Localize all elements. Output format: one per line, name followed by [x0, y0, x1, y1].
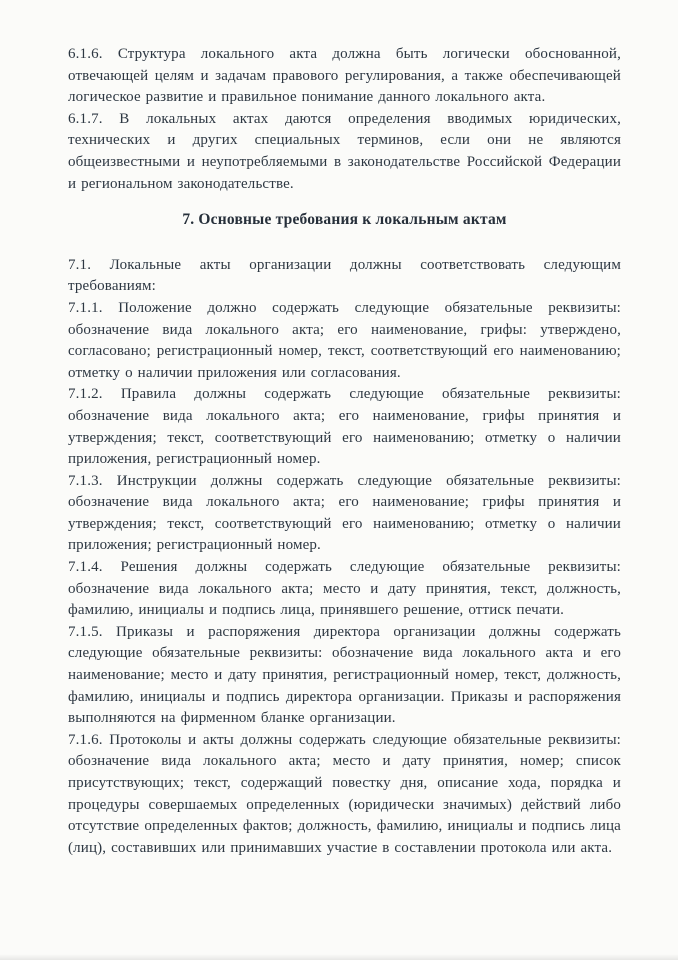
- paragraph-6-1-6: 6.1.6. Структура локального акта должна быть логически обоснованной, отвечающей целям и задачам правового регулирования, а также обеспечивающей логическое развитие и правильное понимание данного локального акта.: [68, 46, 621, 106]
- paragraph-7-1-4: 7.1.4. Решения должны содержать следующие обязательные реквизиты: обозначение вида локального акта; место и дату принятия, текст, должность, фамилию, инициалы и подпись лица, принявшего решение, оттиск печати.: [68, 559, 621, 619]
- paragraph-7-1: 7.1. Локальные акты организации должны соответствовать следующим требованиям:: [68, 256, 621, 295]
- paragraph-7-1-2: 7.1.2. Правила должны содержать следующие обязательные реквизиты: обозначение вида локального акта; его наименование, грифы принятия и утверждения; текст, соответствующий его наименованию; отметку о наличии приложения, регистрационный номер.: [68, 386, 621, 468]
- paragraph-7-1-1: 7.1.1. Положение должно содержать следующие обязательные реквизиты: обозначение вида локального акта; его наименование, грифы: утверждено, согласовано; регистрационный номер, текст, соответствующий его наименованию; отметку о наличии приложения или согласования.: [68, 299, 621, 381]
- section-7-heading: 7. Основные требования к локальным актам: [182, 211, 507, 229]
- paragraph-7-1-3: 7.1.3. Инструкции должны содержать следующие обязательные реквизиты: обозначение вида локального акта; его наименование; грифы принятия и утверждения; текст, соответствующий его наименованию; отметку о наличии приложения; регистрационный номер.: [68, 472, 621, 554]
- paragraph-7-1-5: 7.1.5. Приказы и распоряжения директора организации должны содержать следующие обязательные реквизиты: обозначение вида локального акта и его наименование; место и дату принятия, регистрационный номер, текст, должность, фамилию, инициалы и подпись директора организации. Приказы и распоряжения выполняются на фирменном бланке организации.: [68, 623, 621, 727]
- paragraph-6-1-7: 6.1.7. В локальных актах даются определения вводимых юридических, технических и других специальных терминов, если они не являются общеизвестными и неупотребляемыми в законодательстве Российской Федерации и региональном законодательстве.: [68, 110, 621, 192]
- paragraph-7-1-6: 7.1.6. Протоколы и акты должны содержать следующие обязательные реквизиты: обозначение вида локального акта; место и дату принятия, номер; список присутствующих; текст, содержащий повестку дня, описание хода, порядка и процедуры совершаемых определенных (юридически значимых) действий либо отсутствие определенных фактов; должность, фамилию, инициалы и подпись лица (лиц), составивших или принимавших участие в составлении протокола или акта.: [68, 731, 621, 856]
